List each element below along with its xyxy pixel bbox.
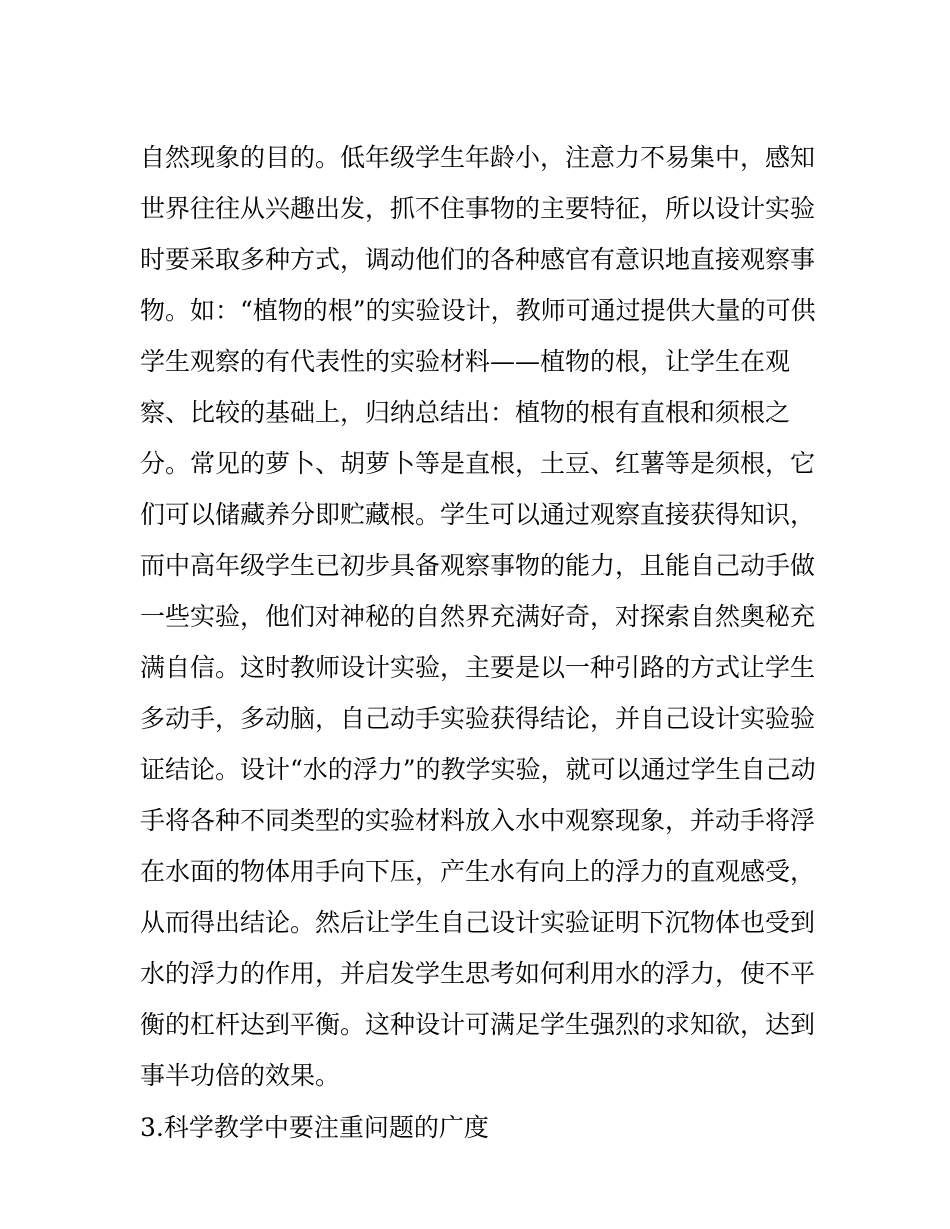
paragraph-line: 手将各种不同类型的实验材料放入水中观察现象，并动手将浮 bbox=[140, 806, 816, 835]
paragraph-line: 从而得出结论。然后让学生自己设计实验证明下沉物体也受到 bbox=[140, 908, 816, 937]
paragraph-line: 多动手，多动脑，自己动手实验获得结论，并自己设计实验验 bbox=[140, 704, 816, 733]
paragraph-line: 时要采取多种方式，调动他们的各种感官有意识地直接观察事 bbox=[140, 245, 816, 274]
body-text bbox=[140, 132, 820, 1153]
paragraph-line: 学生观察的有代表性的实验材料——植物的根，让学生在观 bbox=[140, 347, 791, 376]
paragraph-line: 证结论。设计“水的浮力”的教学实验，就可以通过学生自己动 bbox=[140, 755, 816, 784]
section-heading: 3.科学教学中要注重问题的广度 bbox=[140, 1113, 489, 1142]
paragraph-line: 一些实验，他们对神秘的自然界充满好奇，对探索自然奥秘充 bbox=[140, 602, 816, 631]
paragraph-line: 满自信。这时教师设计实验，主要是以一种引路的方式让学生 bbox=[140, 653, 816, 682]
paragraph-line: 世界往往从兴趣出发，抓不住事物的主要特征，所以设计实验 bbox=[140, 194, 816, 223]
paragraph-line: 物。如：“植物的根”的实验设计，教师可通过提供大量的可供 bbox=[140, 296, 816, 325]
paragraph-line: 分。常见的萝卜、胡萝卜等是直根，土豆、红薯等是须根，它 bbox=[140, 449, 816, 478]
paragraph-line: 察、比较的基础上，归纳总结出：植物的根有直根和须根之 bbox=[140, 398, 791, 427]
paragraph-line: 事半功倍的效果。 bbox=[140, 1061, 341, 1090]
paragraph-line: 而中高年级学生已初步具备观察事物的能力，且能自己动手做 bbox=[140, 551, 816, 580]
paragraph-line: 自然现象的目的。低年级学生年龄小，注意力不易集中，感知 bbox=[140, 143, 816, 172]
paragraph-line: 在水面的物体用手向下压，产生水有向上的浮力的直观感受， bbox=[140, 857, 816, 886]
paragraph-line: 衡的杠杆达到平衡。这种设计可满足学生强烈的求知欲，达到 bbox=[140, 1010, 816, 1039]
paragraph-line: 水的浮力的作用，并启发学生思考如何利用水的浮力，使不平 bbox=[140, 959, 816, 988]
paragraph-line: 们可以储藏养分即贮藏根。学生可以通过观察直接获得知识， bbox=[140, 500, 816, 529]
